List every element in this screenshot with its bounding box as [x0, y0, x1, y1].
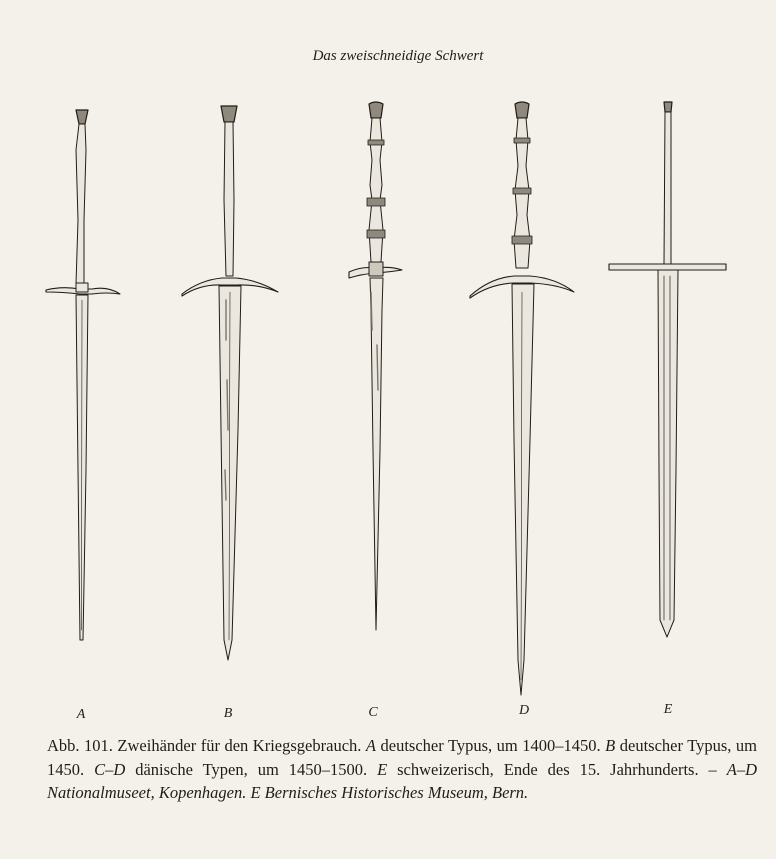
caption-segment-italic: C–D: [94, 759, 126, 779]
sword-a: [46, 110, 120, 640]
figure-caption: [47, 734, 757, 805]
plate-label-b: B: [223, 706, 233, 721]
caption-segment: Abb. 101. Zweihänder für den Kriegsgebrauch.: [47, 736, 366, 755]
plate-label-e: E: [663, 702, 673, 717]
sword-b: [182, 106, 278, 660]
caption-segment: schweizerisch, Ende des 15. Jahrhunderts. –: [387, 759, 727, 779]
caption-segment-italic: A: [365, 736, 376, 755]
sword-d: [470, 102, 574, 695]
running-head: Das zweischneidige Schwert: [312, 48, 484, 64]
sword-e: [609, 102, 726, 637]
plate-label-a: A: [76, 707, 86, 722]
plate-label-c: C: [368, 705, 378, 720]
caption-segment: deutscher Typus, um 1450.: [47, 736, 758, 779]
plate-label-d: D: [518, 703, 530, 718]
caption-segment-italic: B: [605, 736, 616, 755]
caption-segment: dänische Typen, um 1450–1500.: [125, 759, 378, 779]
caption-segment: deutscher Typus, um 1400–1450.: [376, 736, 606, 755]
caption-segment-italic: E: [377, 759, 388, 779]
sword-c: [349, 102, 402, 630]
caption-segment-italic: A–D Nationalmuseet, Kopenhagen. E Bernisches Historisches Museum, Bern.: [47, 759, 758, 802]
